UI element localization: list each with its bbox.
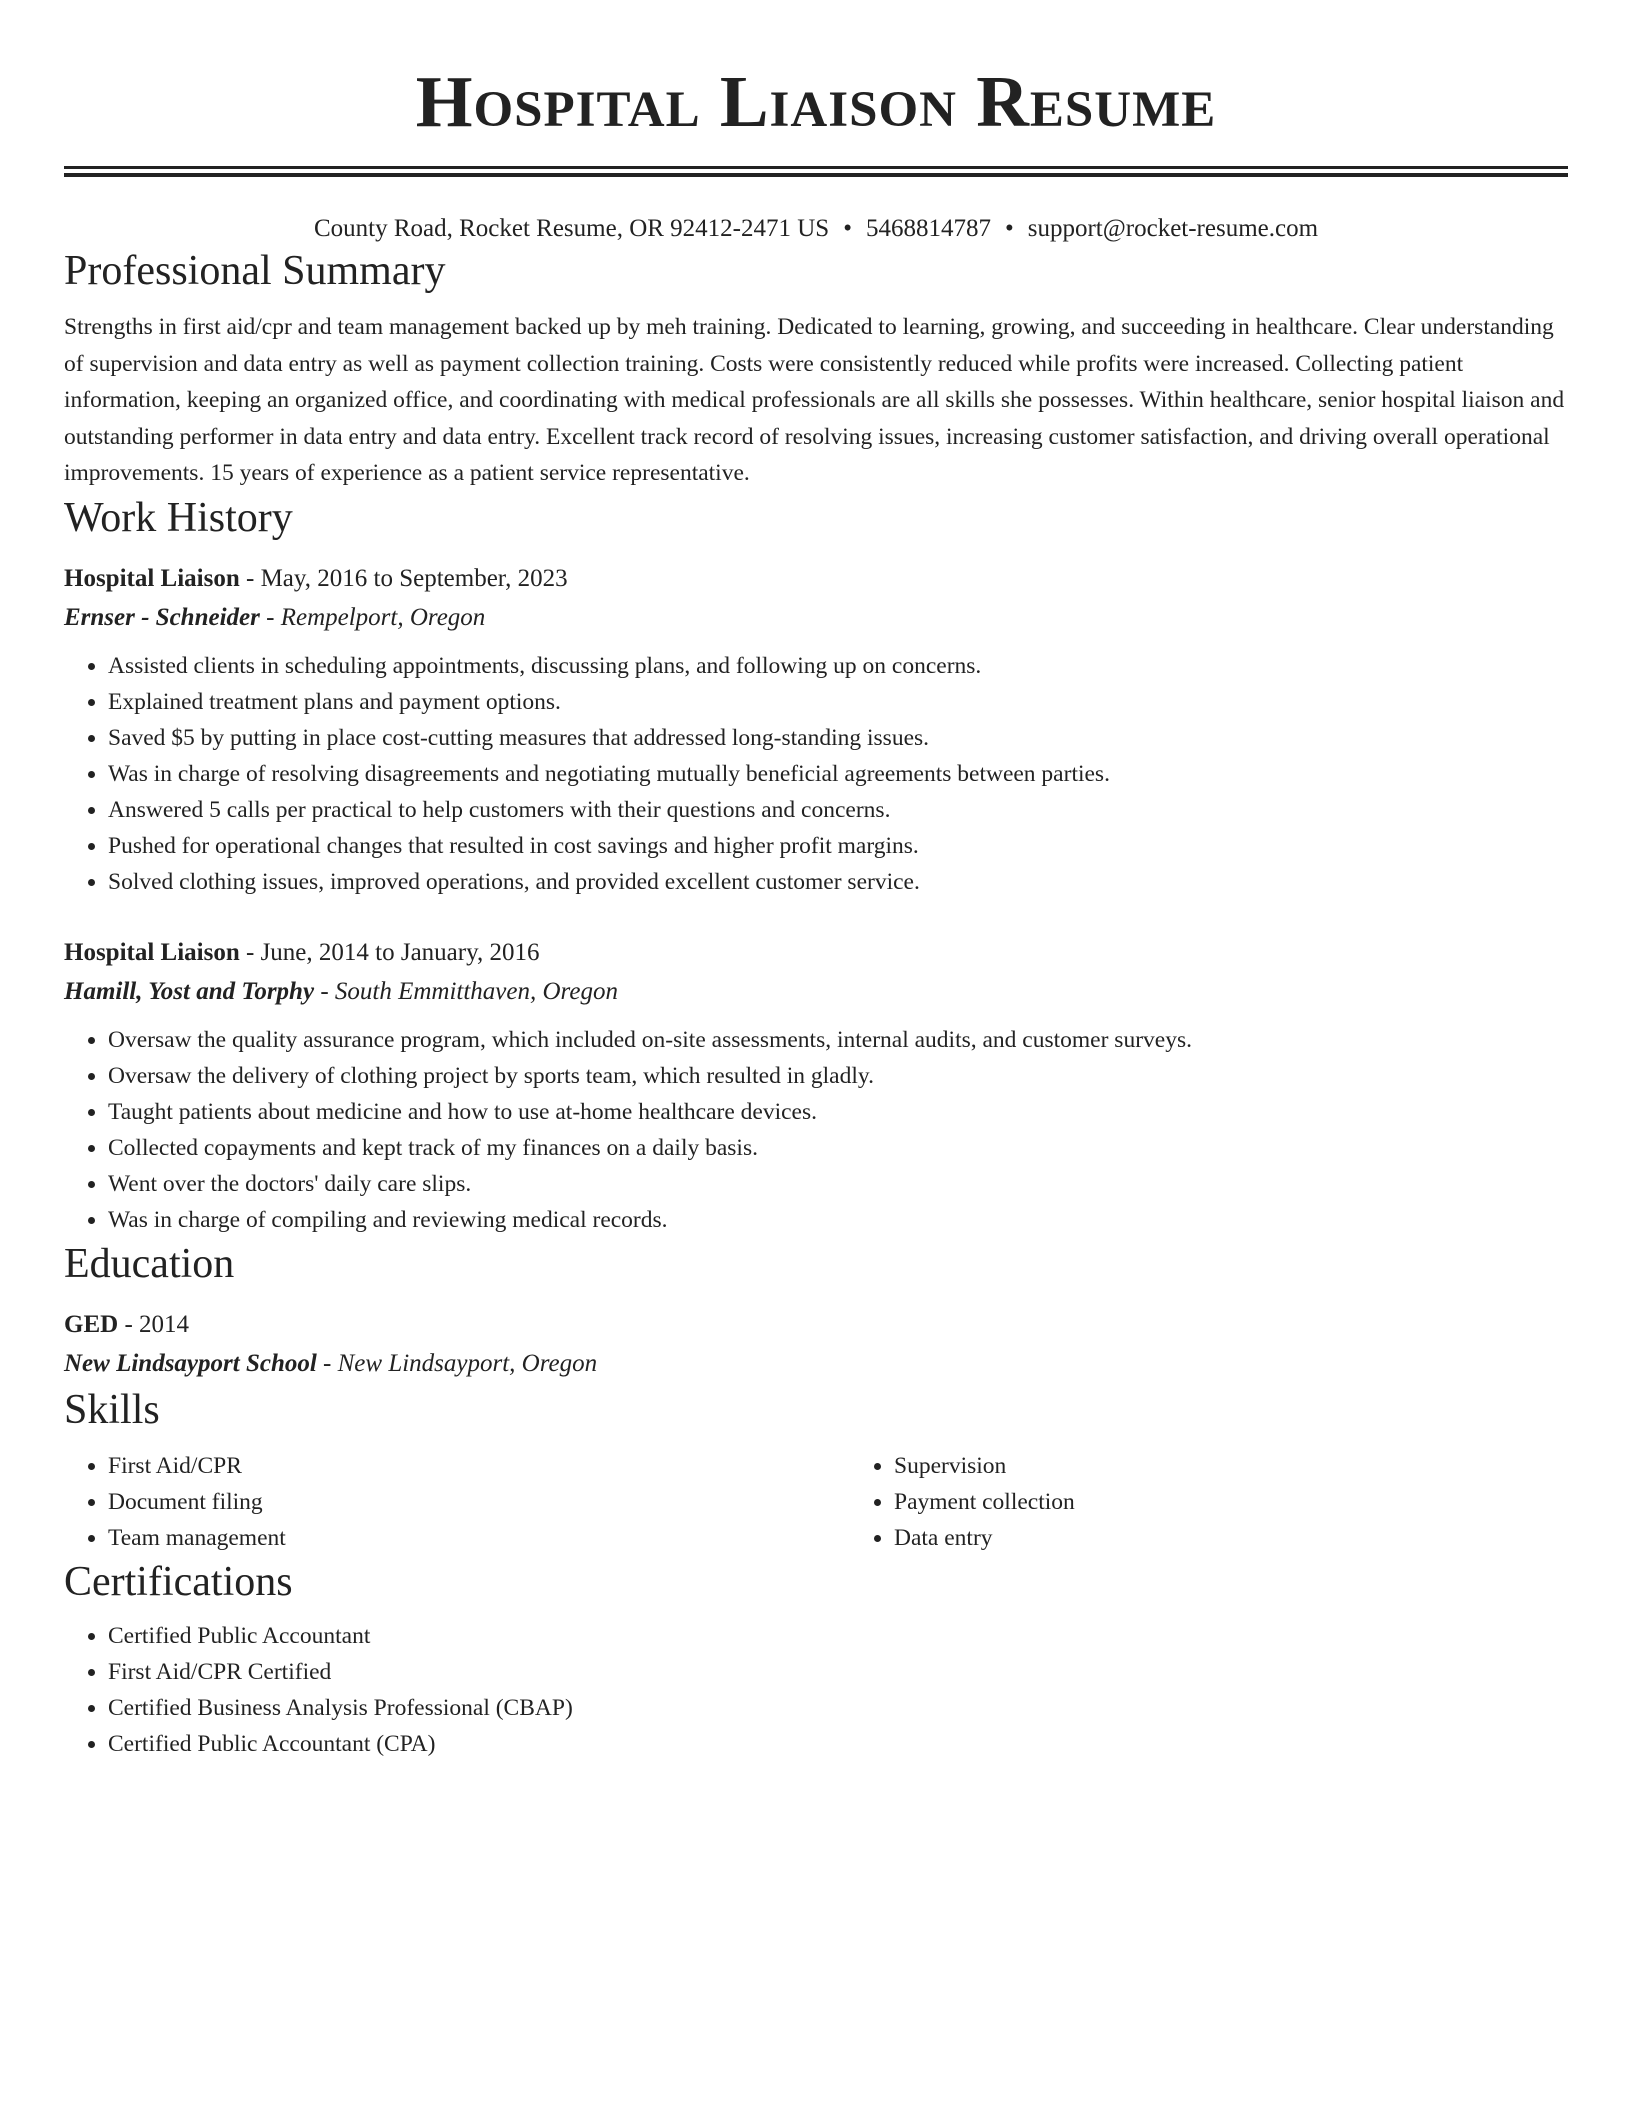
contact-phone: 5468814787: [865, 215, 991, 242]
certification-item: • First Aid/CPR Certified: [108, 1654, 1568, 1690]
skill-item: • Data entry: [894, 1520, 1075, 1556]
job-duty: • Assisted clients in scheduling appointments, discussing plans, and following up on concerns.: [108, 648, 1568, 684]
skill-item: • First Aid/CPR: [108, 1448, 850, 1484]
job-dates: - June, 2014 to January, 2016: [239, 938, 540, 966]
job-duty: • Explained treatment plans and payment options.: [108, 684, 1568, 720]
job-title: Hospital Liaison: [64, 938, 240, 966]
summary-heading: Professional Summary: [64, 248, 446, 294]
employer-name: Hamill, Yost and Torphy: [64, 977, 315, 1005]
job-title: Hospital Liaison: [64, 564, 240, 592]
job-duty: • Went over the doctors' daily care slips.: [108, 1166, 1568, 1202]
certifications-heading: Certifications: [64, 1558, 293, 1605]
contact-separator: •: [843, 215, 852, 242]
school-line: [64, 1344, 1568, 1384]
job-entry: [64, 560, 1568, 900]
contact-line: [64, 213, 1568, 245]
employer-name: Ernser - Schneider: [64, 603, 260, 631]
job-duty: • Pushed for operational changes that resulted in cost savings and higher profit margins.: [108, 828, 1568, 864]
degree-line: [64, 1306, 1568, 1344]
certification-item: • Certified Public Accountant: [108, 1618, 1568, 1654]
skills-heading: Skills: [64, 1386, 160, 1433]
job-duty: • Oversaw the quality assurance program, which included on-site assessments, internal audits, and customer surveys.: [108, 1022, 1568, 1058]
job-duty: • Solved clothing issues, improved operations, and provided excellent customer service.: [108, 864, 1568, 900]
degree-year: - 2014: [118, 1310, 190, 1338]
skills-list-left: [64, 1448, 850, 1556]
education-heading: Education: [64, 1240, 235, 1287]
certifications-list: [64, 1618, 1568, 1762]
resume-title: Hospital Liaison Resume: [415, 61, 1217, 142]
work-history-heading: Work History: [64, 494, 293, 541]
job-title-line: [64, 934, 1568, 972]
education-entry: [64, 1306, 1568, 1384]
certification-item: • Certified Business Analysis Professional (CBAP): [108, 1690, 1568, 1726]
degree-name: GED: [64, 1310, 119, 1338]
job-duties-list: [64, 1022, 1568, 1238]
school-name: New Lindsayport School: [64, 1349, 317, 1377]
school-location: - New Lindsayport, Oregon: [316, 1349, 598, 1377]
job-title-line: [64, 560, 1568, 598]
job-duty: • Was in charge of compiling and reviewing medical records.: [108, 1202, 1568, 1238]
skill-item: • Payment collection: [894, 1484, 1075, 1520]
employer-line: [64, 972, 1568, 1012]
skills-grid: [64, 1448, 1568, 1556]
job-duty: • Answered 5 calls per practical to help customers with their questions and concerns.: [108, 792, 1568, 828]
job-dates: - May, 2016 to September, 2023: [239, 564, 568, 592]
job-duty: • Was in charge of resolving disagreements and negotiating mutually beneficial agreements between parties.: [108, 756, 1568, 792]
skill-item: • Document filing: [108, 1484, 850, 1520]
skill-item: • Supervision: [894, 1448, 1075, 1484]
job-duty: • Collected copayments and kept track of my finances on a daily basis.: [108, 1130, 1568, 1166]
employer-location: - South Emmitthaven, Oregon: [314, 977, 618, 1005]
employer-line: [64, 598, 1568, 638]
job-duty: • Taught patients about medicine and how to use at-home healthcare devices.: [108, 1094, 1568, 1130]
contact-address: County Road, Rocket Resume, OR 92412-2471 US: [313, 215, 830, 242]
employer-location: - Rempelport, Oregon: [259, 603, 486, 631]
title-double-rule: [64, 166, 1568, 177]
job-duty: • Oversaw the delivery of clothing project by sports team, which resulted in gladly.: [108, 1058, 1568, 1094]
job-duty: • Saved $5 by putting in place cost-cutting measures that addressed long-standing issues.: [108, 720, 1568, 756]
summary-text: Strengths in first aid/cpr and team management backed up by meh training. Dedicated to learning, growing, and succeeding in healthcare. Clear understanding of supervision and data entry as well as payment collection training. Costs were consistently reduced while profits were increased. Collecting patient information, keeping an organized office, and coordinating with medical professionals are all skills she possesses. Within healthcare, senior hospital liaison and outstanding performer in data entry and data entry. Excellent track record of resolving issues, increasing customer satisfaction, and driving overall operational improvements. 15 years of experience as a patient service representative.: [64, 314, 1565, 486]
job-duties-list: [64, 648, 1568, 900]
job-entry: [64, 934, 1568, 1238]
certification-item: • Certified Public Accountant (CPA): [108, 1726, 1568, 1762]
contact-separator: •: [1004, 215, 1014, 242]
skill-item: • Team management: [108, 1520, 850, 1556]
skills-list-right: [850, 1448, 1075, 1556]
contact-email: support@rocket-resume.com: [1027, 215, 1319, 242]
